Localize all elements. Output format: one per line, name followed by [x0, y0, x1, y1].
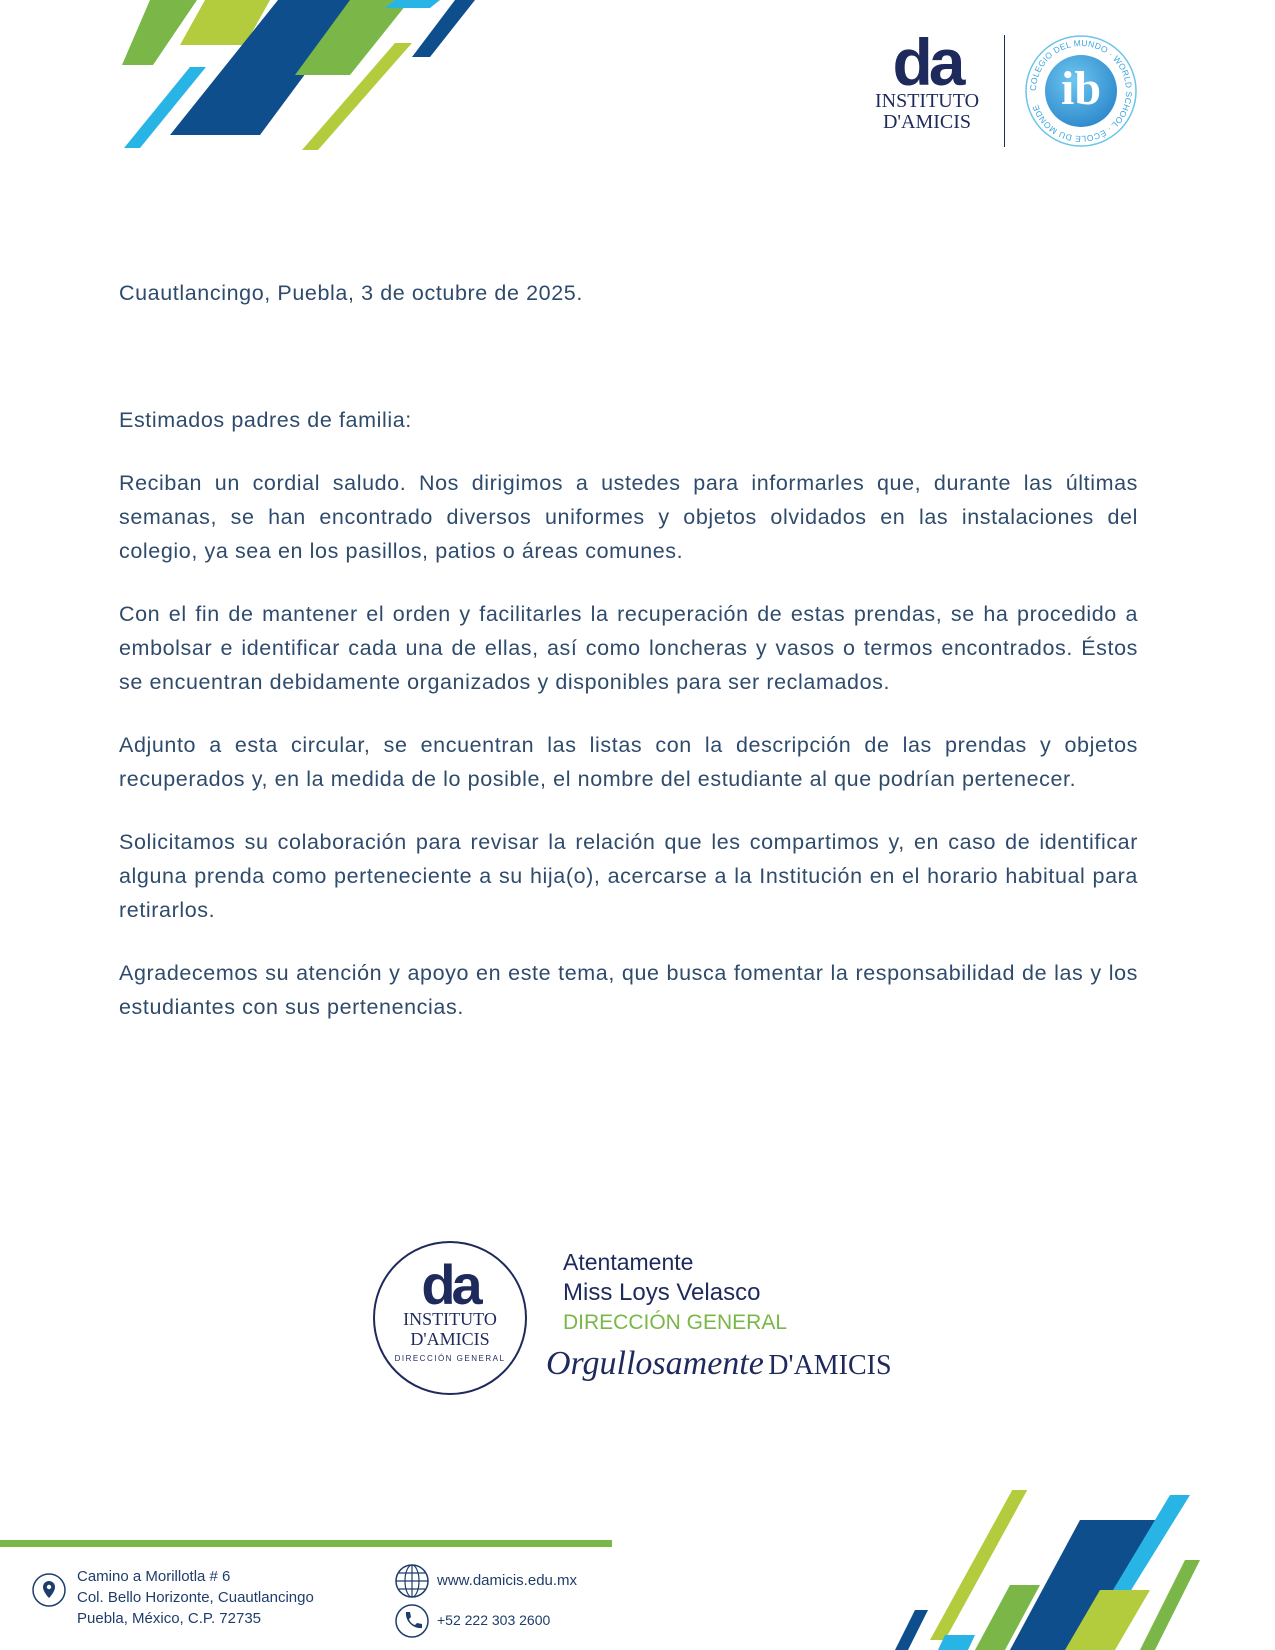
seal-line1: INSTITUTO	[403, 1309, 497, 1329]
slogan-name: D'AMICIS	[768, 1350, 892, 1381]
decorative-stripes-top	[0, 0, 500, 160]
logo-line1: INSTITUTO	[874, 90, 980, 112]
slogan-script: Orgullosamente	[546, 1345, 764, 1382]
website-link[interactable]: www.damicis.edu.mx	[437, 1572, 578, 1589]
location-pin-icon	[31, 1572, 67, 1608]
footer-address	[77, 1566, 314, 1629]
slogan	[546, 1344, 892, 1390]
closing: Atentamente	[563, 1249, 694, 1275]
phone-icon	[394, 1603, 430, 1639]
footer-green-bar	[0, 1540, 612, 1547]
direccion-seal	[373, 1241, 527, 1395]
letter-salutation: Estimados padres de familia:	[119, 408, 412, 432]
letter-date: Cuautlancingo, Puebla, 3 de octubre de 2025.	[119, 281, 583, 305]
letter-paragraph-2: Con el fin de mantener el orden y facilitarles la recuperación de estas prendas, se ha procedido a embolsar e identificar cada una de ellas, así como loncheras y vasos o termos encontrados. Éstos se encuentran debidamente organizados y disponibles para ser reclamados.	[119, 602, 1138, 694]
letter-paragraph-3: Adjunto a esta circular, se encuentran las listas con la descripción de las prendas y objetos recuperados y, en la medida de lo posible, el nombre del estudiante al que podrían pertenecer.	[119, 733, 1138, 791]
decorative-stripes-bottom	[870, 1490, 1200, 1650]
letter-body	[119, 276, 1138, 1053]
signer-title: DIRECCIÓN GENERAL	[563, 1311, 788, 1334]
logo-mark: da	[892, 25, 962, 99]
signer-name: Miss Loys Velasco	[563, 1279, 761, 1306]
letter-paragraph-4: Solicitamos su colaboración para revisar la relación que les compartimos y, en caso de identificar alguna prenda como perteneciente a su hija(o), acercarse a la Institución en el horario habitual para retirarlos.	[119, 830, 1138, 922]
logo-line2: D'AMICIS	[882, 111, 972, 133]
ib-mark: ib	[1045, 55, 1117, 127]
letter-paragraph-5: Agradecemos su atención y apoyo en este tema, que busca fomentar la responsabilidad de las y los estudiantes con sus pertenencias.	[119, 961, 1138, 1019]
ib-logo	[1025, 35, 1137, 147]
seal-mark: da	[421, 1253, 479, 1316]
letter-paragraph-1: Reciban un cordial saludo. Nos dirigimos a ustedes para informarles que, durante las últimas semanas, se han encontrado diversos uniformes y objetos olvidados en las instalaciones del colegio, ya sea en los pasillos, patios o áreas comunes.	[119, 471, 1138, 563]
phone-number: +52 222 303 2600	[437, 1612, 551, 1628]
address-line-1: Camino a Morillotla # 6	[77, 1568, 231, 1585]
institute-logo	[868, 25, 986, 133]
address-line-2: Col. Bello Horizonte, Cuautlancingo	[77, 1589, 314, 1606]
ib-ring-text: COLEGIO DEL MUNDO · WORLD SCHOOL · ÉCOLE DU MONDE	[1027, 37, 1135, 145]
logo-divider	[1004, 35, 1005, 147]
address-line-3: Puebla, México, C.P. 72735	[77, 1610, 262, 1627]
seal-ring-text: DIRECCIÓN GENERAL	[394, 1354, 506, 1363]
globe-icon	[394, 1563, 430, 1599]
seal-line2: D'AMICIS	[410, 1329, 490, 1349]
